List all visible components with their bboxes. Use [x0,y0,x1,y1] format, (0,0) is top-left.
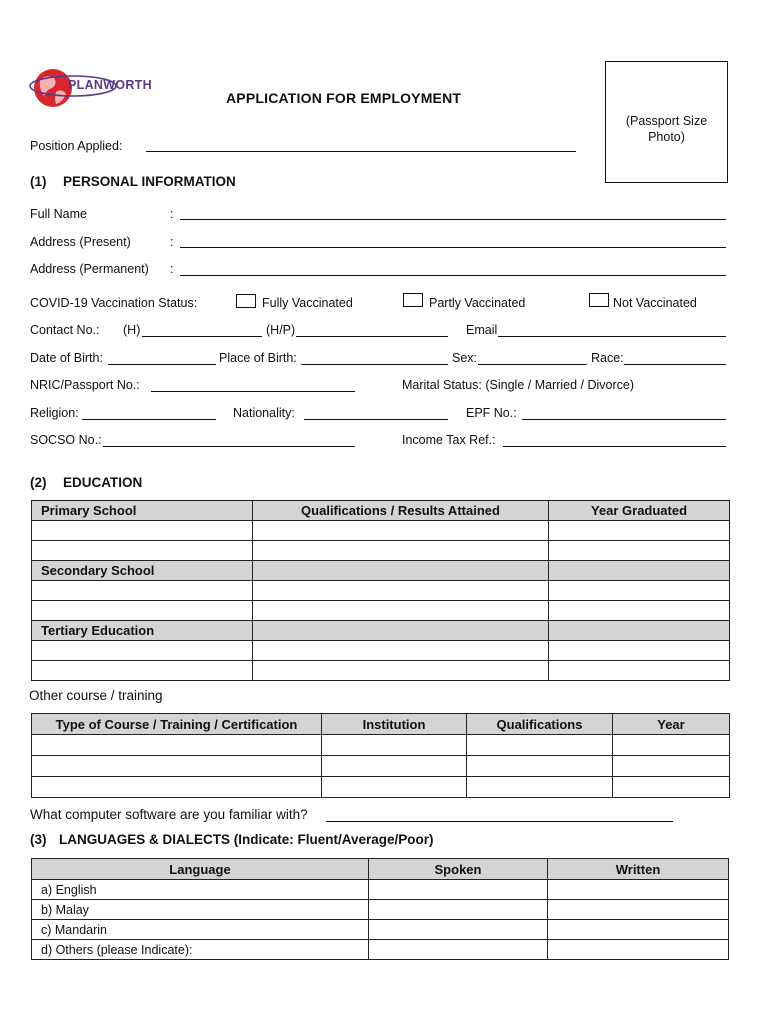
covid-status-label: COVID-19 Vaccination Status: [30,296,198,310]
colon: : [170,207,174,221]
section-number-2: (2) [30,475,47,490]
income-tax-label: Income Tax Ref.: [402,433,496,447]
header-course-year: Year [613,714,730,735]
colon: : [170,262,174,276]
handphone-label: (H/P) [266,323,296,337]
table-row [32,756,730,777]
table-row [32,581,730,601]
header-spoken: Spoken [369,859,548,880]
header-primary-school: Primary School [32,501,253,521]
section-heading-languages: LANGUAGES & DIALECTS (Indicate: Fluent/Average/Poor) [59,832,434,847]
header-language: Language [32,859,369,880]
religion-label: Religion: [30,406,79,420]
epf-label: EPF No.: [466,406,517,420]
language-others: d) Others (please Indicate): [32,940,369,960]
other-course-label: Other course / training [29,688,163,703]
contact-label: Contact No.: [30,323,100,337]
checkbox-fully-vaccinated[interactable] [236,294,256,308]
nric-field[interactable] [151,391,355,392]
full-name-label: Full Name [30,207,87,221]
logo-text: PLANWORTH [68,78,152,92]
address-permanent-field[interactable] [180,275,726,276]
table-row [32,735,730,756]
nationality-field[interactable] [304,419,448,420]
table-row [32,920,729,940]
sex-field[interactable] [478,364,587,365]
table-row-secondary-header [32,561,730,581]
software-field[interactable] [326,821,673,822]
photo-label-line1: (Passport Size [625,114,708,128]
section-heading-personal: PERSONAL INFORMATION [63,174,236,189]
home-phone-label: (H) [123,323,141,337]
epf-field[interactable] [522,419,726,420]
table-row [32,940,729,960]
table-row [32,521,730,541]
option-fully-vaccinated: Fully Vaccinated [262,296,353,310]
handphone-field[interactable] [296,336,448,337]
section-heading-education: EDUCATION [63,475,143,490]
race-field[interactable] [624,364,726,365]
address-present-label: Address (Present) [30,235,131,249]
address-permanent-label: Address (Permanent) [30,262,149,276]
language-mandarin: c) Mandarin [32,920,369,940]
option-partly-vaccinated: Partly Vaccinated [429,296,526,310]
company-logo [28,64,163,112]
language-malay: b) Malay [32,900,369,920]
table-row [32,601,730,621]
religion-field[interactable] [82,419,216,420]
course-table [31,713,730,798]
colon: : [170,235,174,249]
header-course-qualifications: Qualifications [467,714,613,735]
table-row [32,661,730,681]
table-row [32,641,730,661]
section-number-1: (1) [30,174,47,189]
race-label: Race: [591,351,624,365]
header-year-graduated: Year Graduated [549,501,730,521]
photo-label-line2: Photo) [648,130,685,144]
checkbox-partly-vaccinated[interactable] [403,293,423,307]
table-row [32,777,730,798]
nric-label: NRIC/Passport No.: [30,378,140,392]
pob-field[interactable] [301,364,448,365]
tertiary-education-label: Tertiary Education [32,621,253,641]
sex-label: Sex: [452,351,478,365]
header-course-type: Type of Course / Training / Certification [32,714,322,735]
software-question-label: What computer software are you familiar with? [30,807,308,822]
socso-label: SOCSO No.: [30,433,102,447]
dob-field[interactable] [108,364,216,365]
header-written: Written [548,859,729,880]
header-qualifications: Qualifications / Results Attained [253,501,549,521]
passport-photo-box[interactable] [605,61,728,183]
email-label: Email [466,323,498,337]
income-tax-field[interactable] [503,446,726,447]
table-row [32,900,729,920]
email-field[interactable] [498,336,726,337]
pob-label: Place of Birth: [219,351,297,365]
full-name-field[interactable] [180,219,726,220]
checkbox-not-vaccinated[interactable] [589,293,609,307]
table-row [32,541,730,561]
section-number-3: (3) [30,832,47,847]
option-not-vaccinated: Not Vaccinated [613,296,697,310]
address-present-field[interactable] [180,247,726,248]
nationality-label: Nationality: [233,406,295,420]
language-english: a) English [32,880,369,900]
position-applied-label: Position Applied: [30,139,123,153]
languages-table [31,858,729,960]
table-row [32,880,729,900]
socso-field[interactable] [103,446,355,447]
home-phone-field[interactable] [142,336,262,337]
header-institution: Institution [322,714,467,735]
dob-label: Date of Birth: [30,351,103,365]
position-applied-field[interactable] [146,151,576,152]
table-row-tertiary-header [32,621,730,641]
form-title: APPLICATION FOR EMPLOYMENT [226,90,462,106]
marital-status-label: Marital Status: (Single / Married / Divorce) [402,378,635,392]
secondary-school-label: Secondary School [32,561,253,581]
education-table [31,500,730,681]
